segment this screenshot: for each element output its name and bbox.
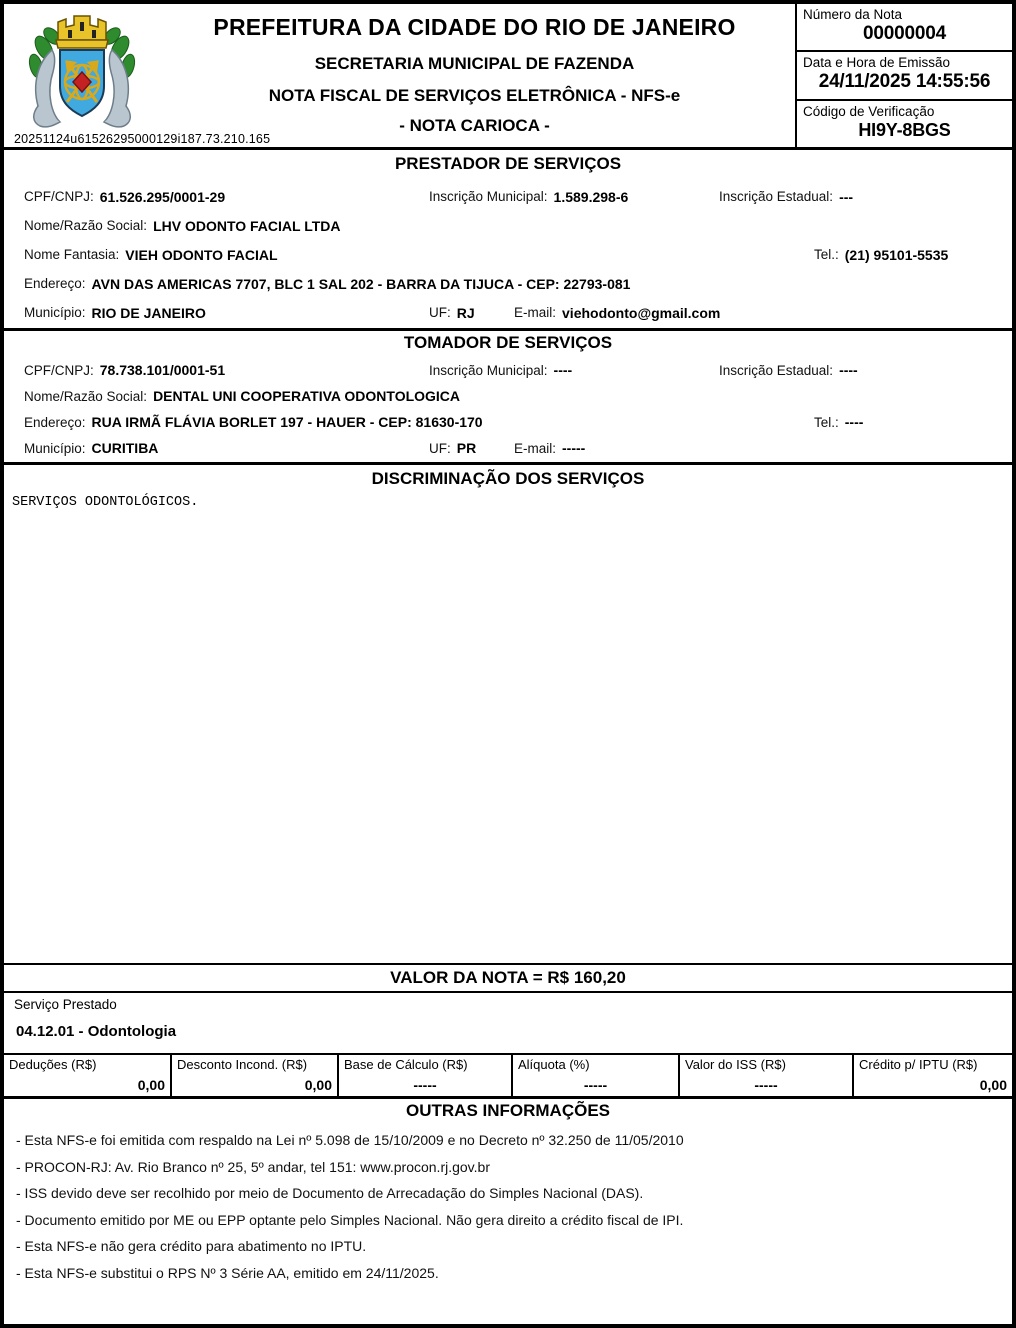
prestador-cpf-row — [4, 182, 1012, 211]
verification-code-label: Código de Verificação — [803, 103, 935, 119]
emission-datetime-value: 24/11/2025 14:55:56 — [818, 71, 991, 93]
deducoes-value: 0,00 — [137, 1077, 165, 1093]
valor-da-nota-text: VALOR DA NOTA = R$ 160,20 — [390, 968, 626, 987]
credito-iptu-cell — [852, 1055, 1012, 1096]
prestador-section — [4, 150, 1012, 328]
verification-code-box — [797, 99, 1012, 147]
prestador-email-label: E-mail: — [514, 305, 557, 320]
nota-number-box — [797, 4, 1012, 50]
info-line: - ISS devido deve ser recolhido por meio de Documento de Arrecadação do Simples Nacional (DAS). — [16, 1185, 644, 1201]
tomador-tel-label: Tel.: — [814, 414, 839, 430]
discriminacao-section-title: DISCRIMINAÇÃO DOS SERVIÇOS — [371, 469, 645, 488]
secretary-title: SECRETARIA MUNICIPAL DE FAZENDA — [314, 54, 635, 73]
valor-da-nota-bar — [4, 963, 1012, 993]
desconto-incond-value: 0,00 — [304, 1077, 332, 1093]
prestador-razao-value: LHV ODONTO FACIAL LTDA — [153, 217, 341, 234]
tomador-cpf-value: 78.738.101/0001-51 — [99, 362, 226, 378]
tomador-email-value: ----- — [562, 440, 586, 456]
prestador-ie-label: Inscrição Estadual: — [719, 189, 834, 204]
prestador-ie-value: --- — [839, 188, 854, 205]
prestador-im-label: Inscrição Municipal: — [429, 189, 548, 204]
tomador-email-label: E-mail: — [514, 440, 557, 456]
outras-informacoes-section — [4, 1096, 1012, 1324]
header-titles — [154, 4, 795, 147]
base-calculo-label: Base de Cálculo (R$) — [344, 1057, 468, 1072]
info-line: - Esta NFS-e substitui o RPS Nº 3 Série AA, emitido em 24/11/2025. — [16, 1264, 439, 1281]
header-info-boxes — [795, 4, 1012, 147]
tomador-uf-label: UF: — [429, 440, 451, 456]
deducoes-cell — [4, 1055, 170, 1096]
valor-iss-cell — [678, 1055, 852, 1096]
tomador-cpf-row — [4, 357, 1012, 383]
aliquota-value: ----- — [583, 1077, 608, 1093]
document-header — [4, 4, 1012, 150]
valor-iss-value: ----- — [754, 1077, 778, 1093]
prestador-fantasia-value: VIEH ODONTO FACIAL — [125, 246, 278, 263]
prestador-im-value: 1.589.298-6 — [553, 188, 629, 205]
prestador-razao-row — [4, 211, 1012, 240]
prestador-tel-value: (21) 95101-5535 — [844, 246, 949, 263]
prestador-cpf-value: 61.526.295/0001-29 — [99, 188, 226, 205]
tomador-cpf-label: CPF/CNPJ: — [24, 362, 94, 378]
tomador-im-value: ---- — [553, 362, 573, 378]
desconto-incond-cell — [170, 1055, 337, 1096]
tomador-municipio-label: Município: — [24, 440, 86, 456]
valor-iss-label: Valor do ISS (R$) — [685, 1057, 786, 1072]
aliquota-cell — [511, 1055, 678, 1096]
nota-carioca-title: - NOTA CARIOCA - — [399, 116, 550, 135]
tomador-razao-label: Nome/Razão Social: — [24, 388, 148, 404]
info-line: - Esta NFS-e foi emitida com respaldo na Lei nº 5.098 de 15/10/2009 e no Decreto nº 32.250 de 11/05/2010 — [16, 1132, 684, 1148]
tomador-municipio-value: CURITIBA — [91, 440, 159, 456]
prestador-endereco-label: Endereço: — [24, 276, 86, 291]
tomador-section-title: TOMADOR DE SERVIÇOS — [403, 333, 613, 352]
discriminacao-section — [4, 462, 1012, 963]
info-line: - Esta NFS-e não gera crédito para abatimento no IPTU. — [16, 1238, 367, 1254]
tomador-uf-value: PR — [456, 440, 477, 456]
tomador-endereco-label: Endereço: — [24, 414, 86, 430]
tomador-endereco-row — [4, 409, 1012, 435]
prestador-tel-label: Tel.: — [814, 247, 839, 262]
servico-prestado-box — [4, 993, 1012, 1053]
servico-prestado-label: Serviço Prestado — [14, 997, 117, 1012]
emission-datetime-label: Data e Hora de Emissão — [803, 55, 951, 71]
outras-informacoes-title: OUTRAS INFORMAÇÕES — [406, 1101, 610, 1120]
tomador-endereco-value: RUA IRMÃ FLÁVIA BORLET 197 - HAUER - CEP: 81630-170 — [91, 414, 483, 430]
prestador-municipio-label: Município: — [24, 305, 86, 320]
credito-iptu-label: Crédito p/ IPTU (R$) — [859, 1057, 978, 1072]
emission-datetime-box — [797, 50, 1012, 98]
document-type-title: NOTA FISCAL DE SERVIÇOS ELETRÔNICA - NFS-e — [268, 86, 681, 105]
prestador-cpf-label: CPF/CNPJ: — [24, 189, 94, 204]
deducoes-label: Deduções (R$) — [9, 1057, 97, 1072]
nota-number-label: Número da Nota — [803, 7, 903, 22]
servico-prestado-value: 04.12.01 - Odontologia — [16, 1023, 177, 1040]
tomador-ie-value: ---- — [839, 362, 858, 378]
header-left — [4, 4, 795, 147]
tributos-table — [4, 1053, 1012, 1096]
prestador-section-title: PRESTADOR DE SERVIÇOS — [394, 154, 622, 173]
tomador-razao-row — [4, 383, 1012, 409]
credito-iptu-value: 0,00 — [979, 1077, 1007, 1093]
prestador-endereco-value: AVN DAS AMERICAS 7707, BLC 1 SAL 202 - BARRA DA TIJUCA - CEP: 22793-081 — [91, 275, 631, 292]
prestador-razao-label: Nome/Razão Social: — [24, 218, 148, 233]
prestador-email-value: viehodonto@gmail.com — [562, 304, 721, 321]
tomador-municipio-row — [4, 435, 1012, 461]
desconto-incond-label: Desconto Incond. (R$) — [177, 1057, 308, 1072]
nota-number-value: 00000004 — [863, 23, 946, 44]
verification-code-value: HI9Y-8BGS — [858, 119, 951, 140]
prestador-endereco-row — [4, 269, 1012, 298]
prestador-fantasia-row — [4, 240, 1012, 269]
info-line: - Documento emitido por ME ou EPP optante pelo Simples Nacional. Não gera direito a crédito fiscal de IPI. — [16, 1211, 684, 1228]
tomador-tel-value: ---- — [844, 414, 864, 430]
aliquota-label: Alíquota (%) — [518, 1057, 590, 1072]
tomador-ie-label: Inscrição Estadual: — [719, 362, 834, 378]
prestador-uf-value: RJ — [456, 304, 475, 321]
tomador-razao-value: DENTAL UNI COOPERATIVA ODONTOLOGICA — [153, 388, 461, 404]
prestador-fantasia-label: Nome Fantasia: — [24, 247, 120, 262]
prestador-municipio-row — [4, 298, 1012, 327]
control-code: 20251124u61526295000129i187.73.210.165 — [14, 132, 271, 146]
prestador-municipio-value: RIO DE JANEIRO — [91, 304, 206, 321]
discriminacao-body: SERVIÇOS ODONTOLÓGICOS. — [12, 495, 199, 510]
city-title: PREFEITURA DA CIDADE DO RIO DE JANEIRO — [213, 14, 736, 40]
rio-coat-of-arms-icon — [18, 10, 146, 134]
info-line: - PROCON-RJ: Av. Rio Branco nº 25, 5º andar, tel 151: www.procon.rj.gov.br — [16, 1158, 490, 1175]
tomador-section — [4, 328, 1012, 462]
base-calculo-cell — [337, 1055, 511, 1096]
base-calculo-value: ----- — [413, 1077, 437, 1093]
tomador-im-label: Inscrição Municipal: — [429, 362, 548, 378]
prestador-uf-label: UF: — [429, 305, 451, 320]
